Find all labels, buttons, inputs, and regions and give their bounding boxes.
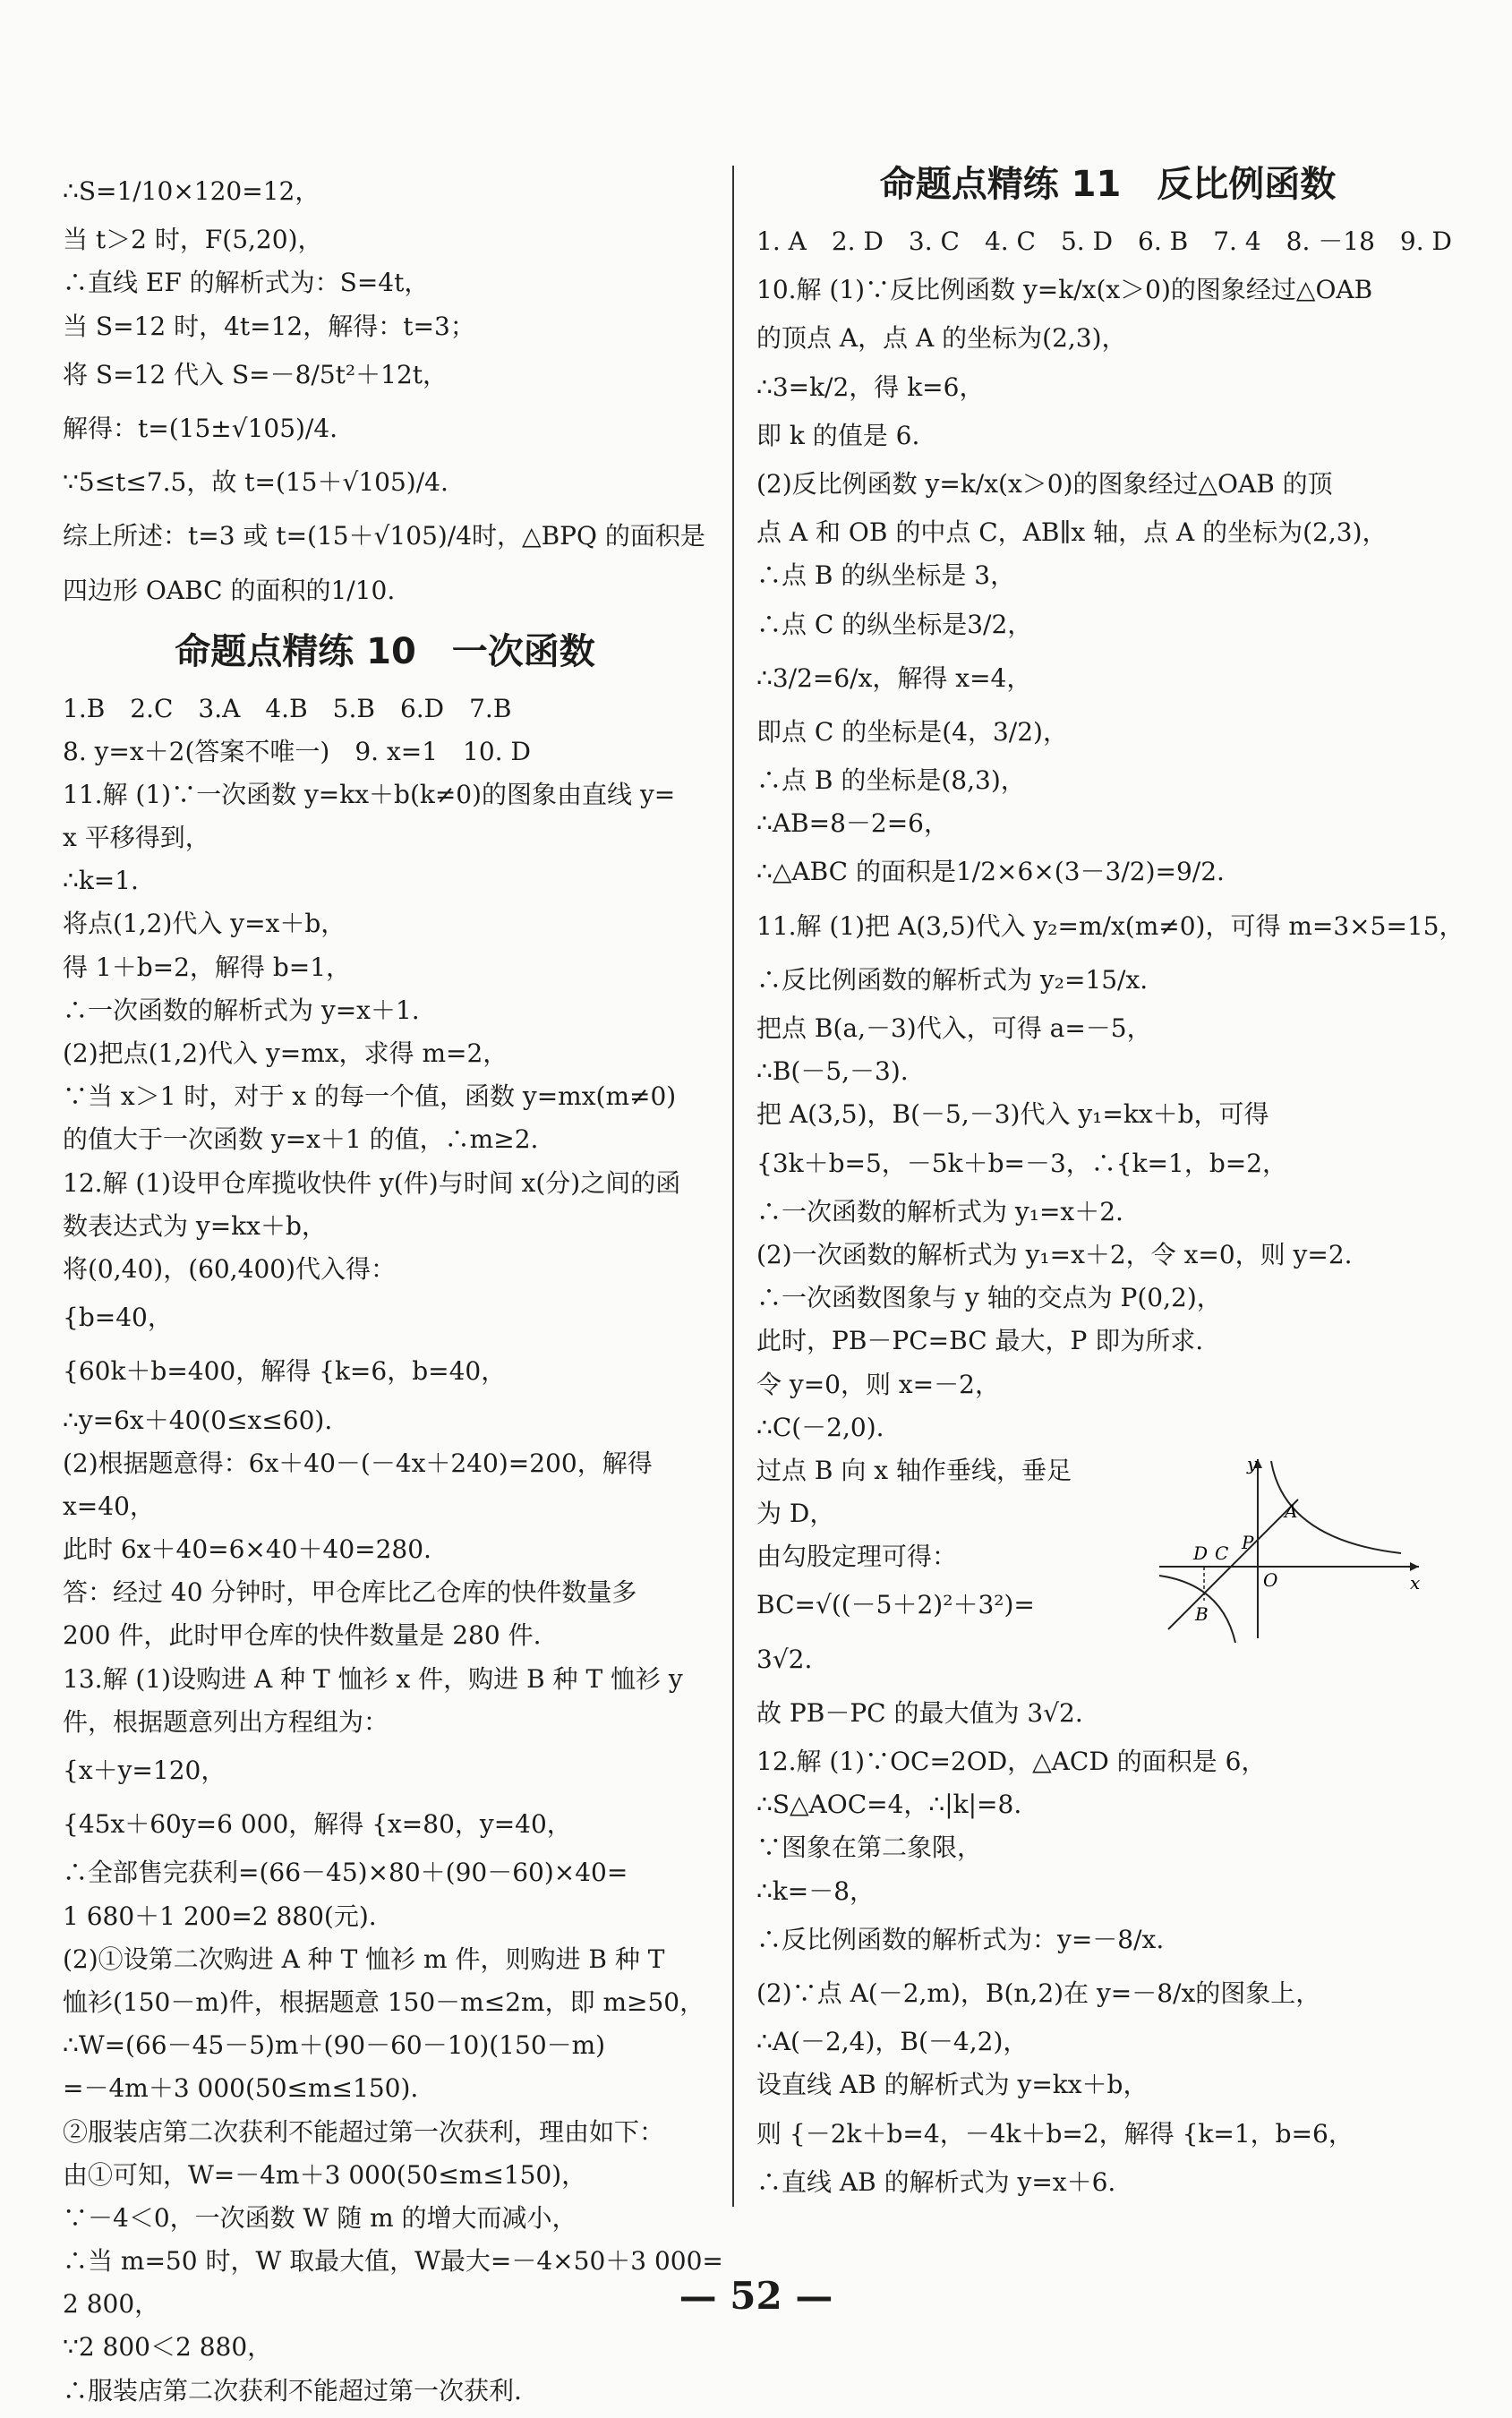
text-line: 解得：t=(15±√105)/4. xyxy=(63,413,338,443)
label-a: A xyxy=(1285,1500,1298,1522)
text-line: (2)∵点 A(－2,m)，B(n,2)在 y=－8/x的图象上， xyxy=(756,1978,1321,2008)
line-y1 xyxy=(1168,1500,1298,1629)
text-line: 由勾股定理可得： xyxy=(756,1542,958,1572)
text-line: 此时，PB－PC=BC 最大，P 即为所求. xyxy=(756,1326,1204,1356)
text-line: ∴反比例函数的解析式为 y₂=15/x. xyxy=(756,964,1149,995)
label-y: y xyxy=(1247,1453,1258,1474)
label-o: O xyxy=(1263,1569,1278,1591)
text-line: ∴3=k/2，得 k=6， xyxy=(756,372,985,402)
text-line: 即 k 的值是 6. xyxy=(756,420,920,450)
text-line: {x＋y=120， xyxy=(63,1756,226,1785)
text-line: 1. A 2. D 3. C 4. C 5. D 6. B 7. 4 8. －18 9. D xyxy=(756,226,1452,256)
section-heading-11: 命题点精练 11 反比例函数 xyxy=(879,164,1337,205)
page-number: — 52 — xyxy=(679,2274,833,2318)
text-line: 12.解 (1)∵OC=2OD，△ACD 的面积是 6， xyxy=(756,1747,1267,1776)
text-line: (2)反比例函数 y=k/x(x＞0)的图象经过△OAB 的顶 xyxy=(756,468,1333,499)
text-line: ∴点 B 的纵坐标是 3， xyxy=(756,560,1016,591)
text-line: ∵－4＜0，一次函数 W 随 m 的增大而减小， xyxy=(63,2202,577,2233)
text-line: BC=√((－5＋2)²＋3²)= xyxy=(756,1590,1035,1620)
text-line: 件，根据题意列出方程组为： xyxy=(63,1706,389,1737)
text-line: ②服装店第二次获利不能超过第一次获利，理由如下： xyxy=(63,2116,665,2147)
text-line: 8. y=x＋2(答案不唯一) 9. x=1 10. D xyxy=(63,736,531,766)
text-line: 的顶点 A，点 A 的坐标为(2,3)， xyxy=(756,323,1127,354)
text-line: ∵5≤t≤7.5，故 t=(15＋√105)/4. xyxy=(63,467,448,498)
text-line: ∴k=1. xyxy=(63,866,139,896)
text-line: 3√2. xyxy=(756,1644,813,1674)
text-line: 四边形 OABC 的面积的1/10. xyxy=(63,575,396,605)
text-line: 过点 B 向 x 轴作垂线，垂足 xyxy=(756,1455,1072,1485)
text-line: 恤衫(150－m)件，根据题意 150－m≤2m，即 m≥50， xyxy=(63,1987,705,2017)
text-line: ∴y=6x＋40(0≤x≤60). xyxy=(63,1405,333,1435)
text-line: ∴C(－2,0). xyxy=(756,1412,884,1442)
text-line: ∴AB=8－2=6， xyxy=(756,808,949,839)
text-line: 当 S=12 时，4t=12，解得：t=3； xyxy=(63,311,475,341)
text-line: ∴S=1/10×120=12， xyxy=(63,176,320,206)
text-line: 数表达式为 y=kx＋b， xyxy=(63,1210,327,1241)
text-line: 将点(1,2)代入 y=x＋b， xyxy=(63,909,346,939)
label-x: x xyxy=(1410,1572,1421,1593)
text-line: ∴一次函数图象与 y 轴的交点为 P(0,2)， xyxy=(756,1283,1222,1313)
text-line: 11.解 (1)∵一次函数 y=kx＋b(k≠0)的图象由直线 y= xyxy=(63,779,676,809)
text-line: ∵图象在第二象限， xyxy=(756,1833,983,1863)
text-line: x=40， xyxy=(63,1491,155,1521)
text-line: 故 PB－PC 的最大值为 3√2. xyxy=(756,1697,1083,1728)
text-line: ∴k=－8， xyxy=(756,1875,876,1906)
text-line: 点 A 和 OB 的中点 C，AB∥x 轴，点 A 的坐标为(2,3)， xyxy=(756,517,1388,548)
text-line: 得 1＋b=2，解得 b=1， xyxy=(63,952,352,982)
label-d: D xyxy=(1193,1542,1209,1564)
text-line: ∴W=(66－45－5)m＋(90－60－10)(150－m) xyxy=(63,2030,606,2061)
section-heading-10: 命题点精练 10 一次函数 xyxy=(175,630,595,672)
right-column xyxy=(756,164,1465,2209)
text-line: ∴点 B 的坐标是(8,3)， xyxy=(756,765,1026,796)
text-line: 把 A(3,5)，B(－5,－3)代入 y₁=kx＋b，可得 xyxy=(756,1099,1269,1130)
text-line: 1.B 2.C 3.A 4.B 5.B 6.D 7.B xyxy=(63,693,512,723)
text-line: 当 t＞2 时，F(5,20)， xyxy=(63,225,323,255)
text-line: 设直线 AB 的解析式为 y=kx＋b， xyxy=(756,2070,1149,2100)
text-line: 此时 6x＋40=6×40＋40=280. xyxy=(63,1534,431,1565)
text-line: {45x＋60y=6 000，解得 {x=80，y=40， xyxy=(63,1809,572,1840)
text-line: ∴B(－5,－3). xyxy=(756,1056,909,1087)
text-line: ∴点 C 的纵坐标是3/2， xyxy=(756,609,1033,639)
text-line: {3k＋b=5，－5k＋b=－3，∴{k=1，b=2， xyxy=(756,1148,1288,1178)
text-line: 11.解 (1)把 A(3,5)代入 y₂=m/x(m≠0)，可得 m=3×5=15， xyxy=(756,910,1465,941)
text-line: 答：经过 40 分钟时，甲仓库比乙仓库的快件数量多 xyxy=(63,1577,637,1608)
text-line: 把点 B(a,－3)代入，可得 a=－5， xyxy=(756,1013,1152,1043)
text-line: 将(0,40)，(60,400)代入得： xyxy=(63,1253,397,1284)
text-line: 200 件，此时甲仓库的快件数量是 280 件. xyxy=(63,1620,542,1651)
text-line: 令 y=0，则 x=－2， xyxy=(756,1369,1000,1399)
text-line: ∴△ABC 的面积是1/2×6×(3－3/2)=9/2. xyxy=(756,857,1225,887)
text-line: ∴反比例函数的解析式为：y=－8/x. xyxy=(756,1924,1165,1954)
text-line: 1 680＋1 200=2 880(元). xyxy=(63,1901,377,1931)
text-line: ∵2 800＜2 880， xyxy=(63,2332,273,2362)
text-line: 的值大于一次函数 y=x＋1 的值，∴m≥2. xyxy=(63,1124,539,1155)
text-line: {b=40， xyxy=(63,1303,173,1333)
text-line: ∴一次函数的解析式为 y=x＋1. xyxy=(63,995,420,1025)
text-line: ∴直线 EF 的解析式为：S=4t， xyxy=(63,268,430,298)
text-line: 将 S=12 代入 S=－8/5t²＋12t， xyxy=(63,359,448,389)
text-line: 13.解 (1)设购进 A 种 T 恤衫 x 件，购进 B 种 T 恤衫 y xyxy=(63,1663,683,1694)
text-line: 由①可知，W=－4m＋3 000(50≤m≤150)， xyxy=(63,2159,587,2190)
text-line: ∴A(－2,4)，B(－4,2)， xyxy=(756,2027,1029,2057)
text-line: 2 800， xyxy=(63,2289,160,2320)
text-line: x 平移得到， xyxy=(63,823,210,853)
text-line: (2)根据题意得：6x＋40－(－4x＋240)=200，解得 xyxy=(63,1448,653,1478)
label-c: C xyxy=(1215,1542,1229,1564)
function-graph-figure xyxy=(1150,1450,1428,1647)
text-line: {60k＋b=400，解得 {k=6，b=40， xyxy=(63,1356,507,1387)
text-line: ∴服装店第二次获利不能超过第一次获利. xyxy=(63,2375,522,2405)
text-line: (2)一次函数的解析式为 y₁=x＋2，令 x=0，则 y=2. xyxy=(756,1239,1353,1269)
column-divider xyxy=(732,166,734,2207)
text-line: 12.解 (1)设甲仓库揽收快件 y(件)与时间 x(分)之间的函 xyxy=(63,1167,681,1198)
text-line: 10.解 (1)∵反比例函数 y=k/x(x＞0)的图象经过△OAB xyxy=(756,275,1373,305)
label-p: P xyxy=(1242,1532,1254,1553)
text-line: (2)①设第二次购进 A 种 T 恤衫 m 件，则购进 B 种 T xyxy=(63,1944,665,1974)
text-line: ∴S△AOC=4，∴|k|=8. xyxy=(756,1790,1022,1820)
text-line: ∴全部售完获利=(66－45)×80＋(90－60)×40= xyxy=(63,1858,628,1888)
left-column xyxy=(63,170,723,2418)
text-line: 则 {－2k＋b=4，－4k＋b=2，解得 {k=1，b=6， xyxy=(756,2118,1354,2149)
text-line: ∴3/2=6/x，解得 x=4， xyxy=(756,662,1032,693)
text-line: 为 D， xyxy=(756,1499,835,1529)
text-line: 即点 C 的坐标是(4，3/2)， xyxy=(756,716,1068,747)
text-line: (2)把点(1,2)代入 y=mx，求得 m=2， xyxy=(63,1038,508,1068)
text-line: ∴一次函数的解析式为 y₁=x＋2. xyxy=(756,1196,1123,1226)
label-b: B xyxy=(1195,1603,1209,1625)
text-line: =－4m＋3 000(50≤m≤150). xyxy=(63,2073,419,2104)
x-axis-arrow xyxy=(1410,1562,1419,1571)
text-line: ∵当 x＞1 时，对于 x 的每一个值，函数 y=mx(m≠0) xyxy=(63,1081,677,1112)
text-line: 综上所述：t=3 或 t=(15＋√105)/4时，△BPQ 的面积是 xyxy=(63,521,705,551)
text-line: ∴当 m=50 时，W 取最大值，W最大=－4×50＋3 000= xyxy=(63,2246,723,2277)
text-line: ∴直线 AB 的解析式为 y=x＋6. xyxy=(756,2166,1116,2197)
